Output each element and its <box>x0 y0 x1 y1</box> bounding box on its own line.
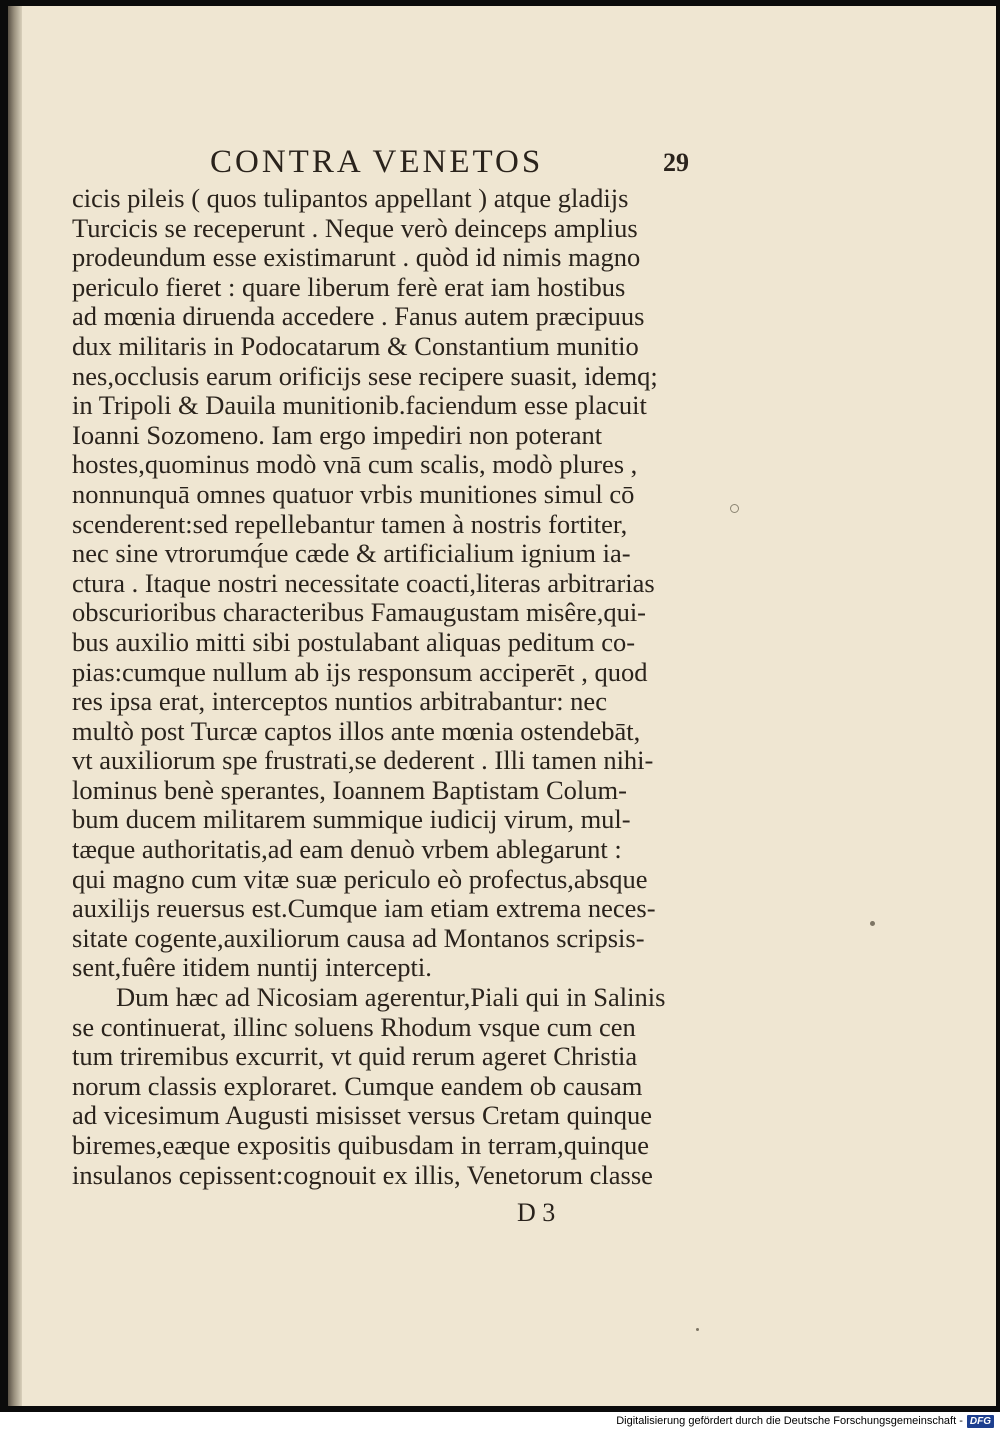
text-line: obscurioribus characteribus Famaugustam misêre,qui- <box>72 597 647 628</box>
text-line: bum ducem militarem summique iudicij virum, mul- <box>72 804 631 835</box>
text-line: sitate cogente,auxiliorum causa ad Montanos scripsis- <box>72 922 645 953</box>
text-line: nonnunquā omnes quatuor vrbis munitiones simul cō <box>72 478 635 509</box>
text-line: bus auxilio mitti sibi postulabant aliquas peditum co- <box>72 626 636 657</box>
paper-speck <box>730 504 739 513</box>
page-number: 29 <box>663 148 689 177</box>
text-line: tum triremibus excurrit, vt quid rerum ageret Christia <box>72 1041 638 1072</box>
page-gutter-shadow <box>8 6 22 1406</box>
text-line: dux militaris in Podocatarum & Constantium munitio <box>72 330 639 361</box>
text-line: Turcicis se receperunt . Neque verò deinceps amplius <box>72 212 638 243</box>
text-line: hostes,quominus modò vnā cum scalis, modò plures , <box>72 449 638 480</box>
paragraph-start-line: Dum hæc ad Nicosiam agerentur,Piali qui in Salinis <box>116 982 666 1013</box>
paper-speck <box>870 921 875 926</box>
text-line: auxilijs reuersus est.Cumque iam etiam extrema neces- <box>72 893 656 924</box>
text-line: ad mœnia diruenda accedere . Fanus autem præcipuus <box>72 301 645 332</box>
text-line: sent,fuêre itidem nuntij intercepti. <box>72 952 432 983</box>
text-line: in Tripoli & Dauila munitionib.faciendum esse placuit <box>72 390 647 421</box>
text-line: scenderent:sed repellebantur tamen à nostris fortiter, <box>72 508 628 539</box>
text-line: ctura . Itaque nostri necessitate coacti,literas arbitrarias <box>72 567 655 598</box>
dfg-logo: DFG <box>967 1415 994 1428</box>
text-line: insulanos cepissent:cognouit ex illis, Venetorum classe <box>72 1159 653 1190</box>
text-line: pias:cumque nullum ab ijs responsum acciperēt , quod <box>72 656 648 687</box>
text-line: nes,occlusis earum orificijs sese recipere suasit, idemq; <box>72 360 658 391</box>
running-head: CONTRA VENETOS <box>210 144 544 180</box>
text-line: nec sine vtrorumq́ue cæde & artificialium ignium ia- <box>72 538 631 569</box>
text-line: se continuerat, illinc soluens Rhodum vsque cum cen <box>72 1011 636 1042</box>
digitization-footer <box>616 1413 994 1429</box>
text-line: periculo fieret : quare liberum ferè erat iam hostibus <box>72 271 626 302</box>
paper-speck <box>696 1328 699 1331</box>
page-header <box>8 144 996 188</box>
text-line: prodeundum esse existimarunt . quòd id nimis magno <box>72 242 641 273</box>
signature-mark: D 3 <box>517 1198 556 1227</box>
text-line: ad vicesimum Augusti misisset versus Cretam quinque <box>72 1100 652 1131</box>
text-line: multò post Turcæ captos illos ante mœnia ostendebāt, <box>72 715 641 746</box>
text-line: vt auxiliorum spe frustrati,se dederent . Illi tamen nihi- <box>72 745 654 776</box>
text-line: biremes,eæque expositis quibusdam in terram,quinque <box>72 1130 649 1160</box>
body-text <box>72 184 712 1190</box>
text-line: Ioanni Sozomeno. Iam ergo impediri non poterant <box>72 419 603 450</box>
text-line: lominus benè sperantes, Ioannem Baptistam Colum- <box>72 774 627 805</box>
text-line: tæque authoritatis,ad eam denuò vrbem ablegarunt : <box>72 834 622 865</box>
text-line: res ipsa erat, interceptos nuntios arbitrabantur: nec <box>72 686 607 717</box>
book-page <box>8 6 996 1406</box>
funding-credit: Digitalisierung gefördert durch die Deutsche Forschungsgemeinschaft - <box>616 1415 963 1427</box>
text-line: qui magno cum vitæ suæ periculo eò profectus,absque <box>72 863 648 894</box>
text-line: norum classis exploraret. Cumque eandem ob causam <box>72 1070 643 1101</box>
text-line: cicis pileis ( quos tulipantos appellant ) atque gladijs <box>72 183 629 213</box>
